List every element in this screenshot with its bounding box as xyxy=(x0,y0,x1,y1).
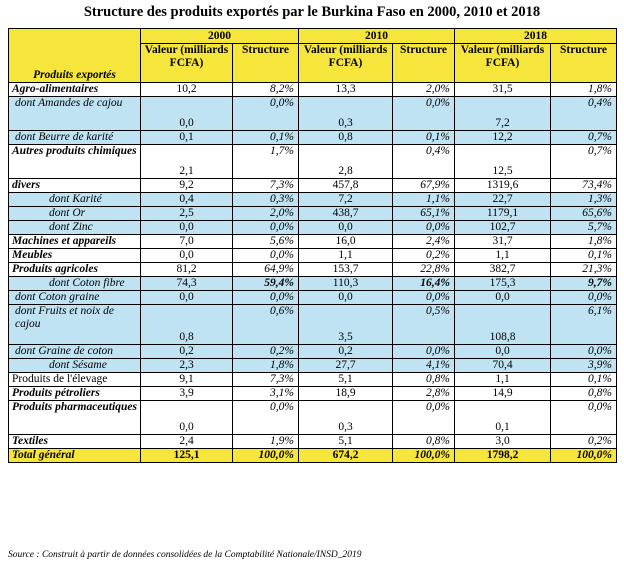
structure-cell: 64,9% xyxy=(233,263,299,277)
structure-cell: 0,0% xyxy=(233,249,299,263)
structure-cell: 9,7% xyxy=(551,277,617,291)
structure-cell: 0,0% xyxy=(551,345,617,359)
value-cell: 153,7 xyxy=(299,263,393,277)
row-label: Autres produits chimiques xyxy=(9,145,141,179)
structure-cell: 0,7% xyxy=(551,131,617,145)
structure-cell: 1,7% xyxy=(233,145,299,179)
table-row xyxy=(9,277,617,291)
value-cell: 13,3 xyxy=(299,83,393,97)
value-cell: 0,0 xyxy=(141,97,233,131)
table-row xyxy=(9,131,617,145)
structure-cell: 1,3% xyxy=(551,193,617,207)
table-row xyxy=(9,83,617,97)
value-cell: 0,3 xyxy=(299,401,393,435)
year-header-row xyxy=(9,29,617,44)
structure-cell: 0,0% xyxy=(393,345,455,359)
structure-cell: 100,0% xyxy=(393,449,455,463)
structure-cell: 0,1% xyxy=(551,249,617,263)
table-row xyxy=(9,235,617,249)
row-label: dont Karité xyxy=(9,193,141,207)
structure-cell: 21,3% xyxy=(551,263,617,277)
value-cell: 3,9 xyxy=(141,387,233,401)
row-label: dont Amandes de cajou xyxy=(9,97,141,131)
table-row xyxy=(9,221,617,235)
value-cell: 0,0 xyxy=(455,345,551,359)
value-cell: 0,2 xyxy=(141,345,233,359)
value-cell: 27,7 xyxy=(299,359,393,373)
structure-cell: 0,8% xyxy=(393,373,455,387)
value-cell: 2,3 xyxy=(141,359,233,373)
value-cell: 175,3 xyxy=(455,277,551,291)
table-row xyxy=(9,401,617,435)
value-cell: 0,1 xyxy=(141,131,233,145)
row-label: dont Coton graine xyxy=(9,291,141,305)
value-cell: 1179,1 xyxy=(455,207,551,221)
structure-cell: 0,0% xyxy=(233,221,299,235)
value-cell: 674,2 xyxy=(299,449,393,463)
value-cell: 7,2 xyxy=(299,193,393,207)
value-cell: 2,1 xyxy=(141,145,233,179)
row-label: Produits pharmaceutiques xyxy=(9,401,141,435)
structure-cell: 73,4% xyxy=(551,179,617,193)
structure-cell: 0,0% xyxy=(393,291,455,305)
value-cell: 0,0 xyxy=(299,221,393,235)
structure-cell: 1,8% xyxy=(551,235,617,249)
structure-cell: 2,0% xyxy=(233,207,299,221)
table-row xyxy=(9,193,617,207)
structure-cell: 1,8% xyxy=(233,359,299,373)
row-label: dont Fruits et noix de cajou xyxy=(9,305,141,345)
structure-cell: 0,2% xyxy=(393,249,455,263)
value-cell: 0,0 xyxy=(141,249,233,263)
row-label: Agro-alimentaires xyxy=(9,83,141,97)
structure-cell: 0,3% xyxy=(233,193,299,207)
table-row xyxy=(9,263,617,277)
value-cell: 12,5 xyxy=(455,145,551,179)
structure-cell: 7,3% xyxy=(233,373,299,387)
structure-cell: 16,4% xyxy=(393,277,455,291)
row-label: dont Beurre de karité xyxy=(9,131,141,145)
structure-cell: 0,0% xyxy=(551,401,617,435)
source-note: Source : Construit à partir de données consolidées de la Comptabilité Nationale/INSD_2019 xyxy=(8,550,362,560)
table-row xyxy=(9,359,617,373)
value-cell: 382,7 xyxy=(455,263,551,277)
structure-cell: 0,6% xyxy=(233,305,299,345)
table-row xyxy=(9,97,617,131)
structure-cell: 0,5% xyxy=(393,305,455,345)
structure-cell: 8,2% xyxy=(233,83,299,97)
row-label: Total général xyxy=(9,449,141,463)
row-label: dont Graine de coton xyxy=(9,345,141,359)
value-column-header: Valeur (milliards FCFA) xyxy=(141,44,233,83)
value-cell: 0,0 xyxy=(455,291,551,305)
value-cell: 12,2 xyxy=(455,131,551,145)
structure-cell: 5,7% xyxy=(551,221,617,235)
structure-cell: 3,9% xyxy=(551,359,617,373)
structure-cell: 0,2% xyxy=(233,345,299,359)
value-cell: 108,8 xyxy=(455,305,551,345)
value-cell: 7,2 xyxy=(455,97,551,131)
value-cell: 7,0 xyxy=(141,235,233,249)
value-cell: 125,1 xyxy=(141,449,233,463)
value-cell: 3,5 xyxy=(299,305,393,345)
value-cell: 1,1 xyxy=(299,249,393,263)
value-cell: 9,2 xyxy=(141,179,233,193)
table-row xyxy=(9,179,617,193)
structure-cell: 1,9% xyxy=(233,435,299,449)
value-cell: 0,0 xyxy=(299,291,393,305)
structure-cell: 100,0% xyxy=(233,449,299,463)
value-cell: 9,1 xyxy=(141,373,233,387)
structure-cell: 0,4% xyxy=(393,145,455,179)
structure-cell: 0,0% xyxy=(393,221,455,235)
structure-cell: 100,0% xyxy=(551,449,617,463)
year-header: 2010 xyxy=(299,29,455,44)
value-cell: 81,2 xyxy=(141,263,233,277)
value-cell: 110,3 xyxy=(299,277,393,291)
value-cell: 74,3 xyxy=(141,277,233,291)
structure-cell: 0,1% xyxy=(551,373,617,387)
structure-cell: 1,1% xyxy=(393,193,455,207)
value-cell: 1,1 xyxy=(455,249,551,263)
value-cell: 16,0 xyxy=(299,235,393,249)
structure-column-header: Structure xyxy=(233,44,299,83)
structure-cell: 67,9% xyxy=(393,179,455,193)
structure-cell: 59,4% xyxy=(233,277,299,291)
total-row xyxy=(9,449,617,463)
structure-cell: 5,6% xyxy=(233,235,299,249)
structure-cell: 0,0% xyxy=(393,97,455,131)
row-label: Produits pétroliers xyxy=(9,387,141,401)
structure-cell: 0,8% xyxy=(393,435,455,449)
value-cell: 457,8 xyxy=(299,179,393,193)
structure-cell: 65,1% xyxy=(393,207,455,221)
structure-cell: 0,0% xyxy=(551,291,617,305)
row-label: dont Or xyxy=(9,207,141,221)
structure-cell: 0,4% xyxy=(551,97,617,131)
value-cell: 31,5 xyxy=(455,83,551,97)
year-header: 2018 xyxy=(455,29,617,44)
structure-cell: 0,2% xyxy=(551,435,617,449)
value-cell: 1798,2 xyxy=(455,449,551,463)
table-row xyxy=(9,291,617,305)
structure-cell: 0,1% xyxy=(393,131,455,145)
value-cell: 5,1 xyxy=(299,435,393,449)
row-label: Produits agricoles xyxy=(9,263,141,277)
value-cell: 2,5 xyxy=(141,207,233,221)
value-cell: 3,0 xyxy=(455,435,551,449)
value-cell: 0,3 xyxy=(299,97,393,131)
structure-cell: 2,0% xyxy=(393,83,455,97)
structure-cell: 0,7% xyxy=(551,145,617,179)
structure-column-header: Structure xyxy=(393,44,455,83)
value-cell: 2,8 xyxy=(299,145,393,179)
structure-cell: 0,0% xyxy=(233,401,299,435)
exports-table xyxy=(8,28,617,463)
value-column-header: Valeur (milliards FCFA) xyxy=(455,44,551,83)
value-cell: 10,2 xyxy=(141,83,233,97)
row-label: divers xyxy=(9,179,141,193)
table-row xyxy=(9,373,617,387)
table-title: Structure des produits exportés par le Burkina Faso en 2000, 2010 et 2018 xyxy=(83,4,541,20)
structure-cell: 0,1% xyxy=(233,131,299,145)
value-cell: 2,4 xyxy=(141,435,233,449)
table-row xyxy=(9,387,617,401)
value-cell: 22,7 xyxy=(455,193,551,207)
value-column-header: Valeur (milliards FCFA) xyxy=(299,44,393,83)
table-row xyxy=(9,145,617,179)
value-cell: 0,8 xyxy=(141,305,233,345)
value-cell: 70,4 xyxy=(455,359,551,373)
value-cell: 438,7 xyxy=(299,207,393,221)
row-label: dont Coton fibre xyxy=(9,277,141,291)
structure-cell: 2,4% xyxy=(393,235,455,249)
row-label: Textiles xyxy=(9,435,141,449)
value-cell: 18,9 xyxy=(299,387,393,401)
table-row xyxy=(9,305,617,345)
value-cell: 0,0 xyxy=(141,221,233,235)
table-row xyxy=(9,207,617,221)
product-column-header: Produits exportés xyxy=(9,29,141,83)
structure-cell: 0,0% xyxy=(393,401,455,435)
value-cell: 31,7 xyxy=(455,235,551,249)
structure-cell: 22,8% xyxy=(393,263,455,277)
structure-cell: 0,8% xyxy=(551,387,617,401)
structure-cell: 6,1% xyxy=(551,305,617,345)
value-cell: 0,0 xyxy=(141,401,233,435)
structure-cell: 0,0% xyxy=(233,291,299,305)
table-row xyxy=(9,435,617,449)
row-label: Machines et appareils xyxy=(9,235,141,249)
value-cell: 1,1 xyxy=(455,373,551,387)
table-row xyxy=(9,249,617,263)
value-cell: 0,1 xyxy=(455,401,551,435)
row-label: dont Sésame xyxy=(9,359,141,373)
structure-column-header: Structure xyxy=(551,44,617,83)
structure-cell: 65,6% xyxy=(551,207,617,221)
row-label: Produits de l'élevage xyxy=(9,373,141,387)
value-cell: 0,8 xyxy=(299,131,393,145)
table-row xyxy=(9,345,617,359)
structure-cell: 0,0% xyxy=(233,97,299,131)
value-cell: 0,2 xyxy=(299,345,393,359)
structure-cell: 2,8% xyxy=(393,387,455,401)
structure-cell: 7,3% xyxy=(233,179,299,193)
year-header: 2000 xyxy=(141,29,299,44)
value-cell: 5,1 xyxy=(299,373,393,387)
structure-cell: 3,1% xyxy=(233,387,299,401)
row-label: dont Zinc xyxy=(9,221,141,235)
value-cell: 0,4 xyxy=(141,193,233,207)
value-cell: 102,7 xyxy=(455,221,551,235)
structure-cell: 4,1% xyxy=(393,359,455,373)
row-label: Meubles xyxy=(9,249,141,263)
value-cell: 1319,6 xyxy=(455,179,551,193)
value-cell: 0,0 xyxy=(141,291,233,305)
value-cell: 14,9 xyxy=(455,387,551,401)
structure-cell: 1,8% xyxy=(551,83,617,97)
